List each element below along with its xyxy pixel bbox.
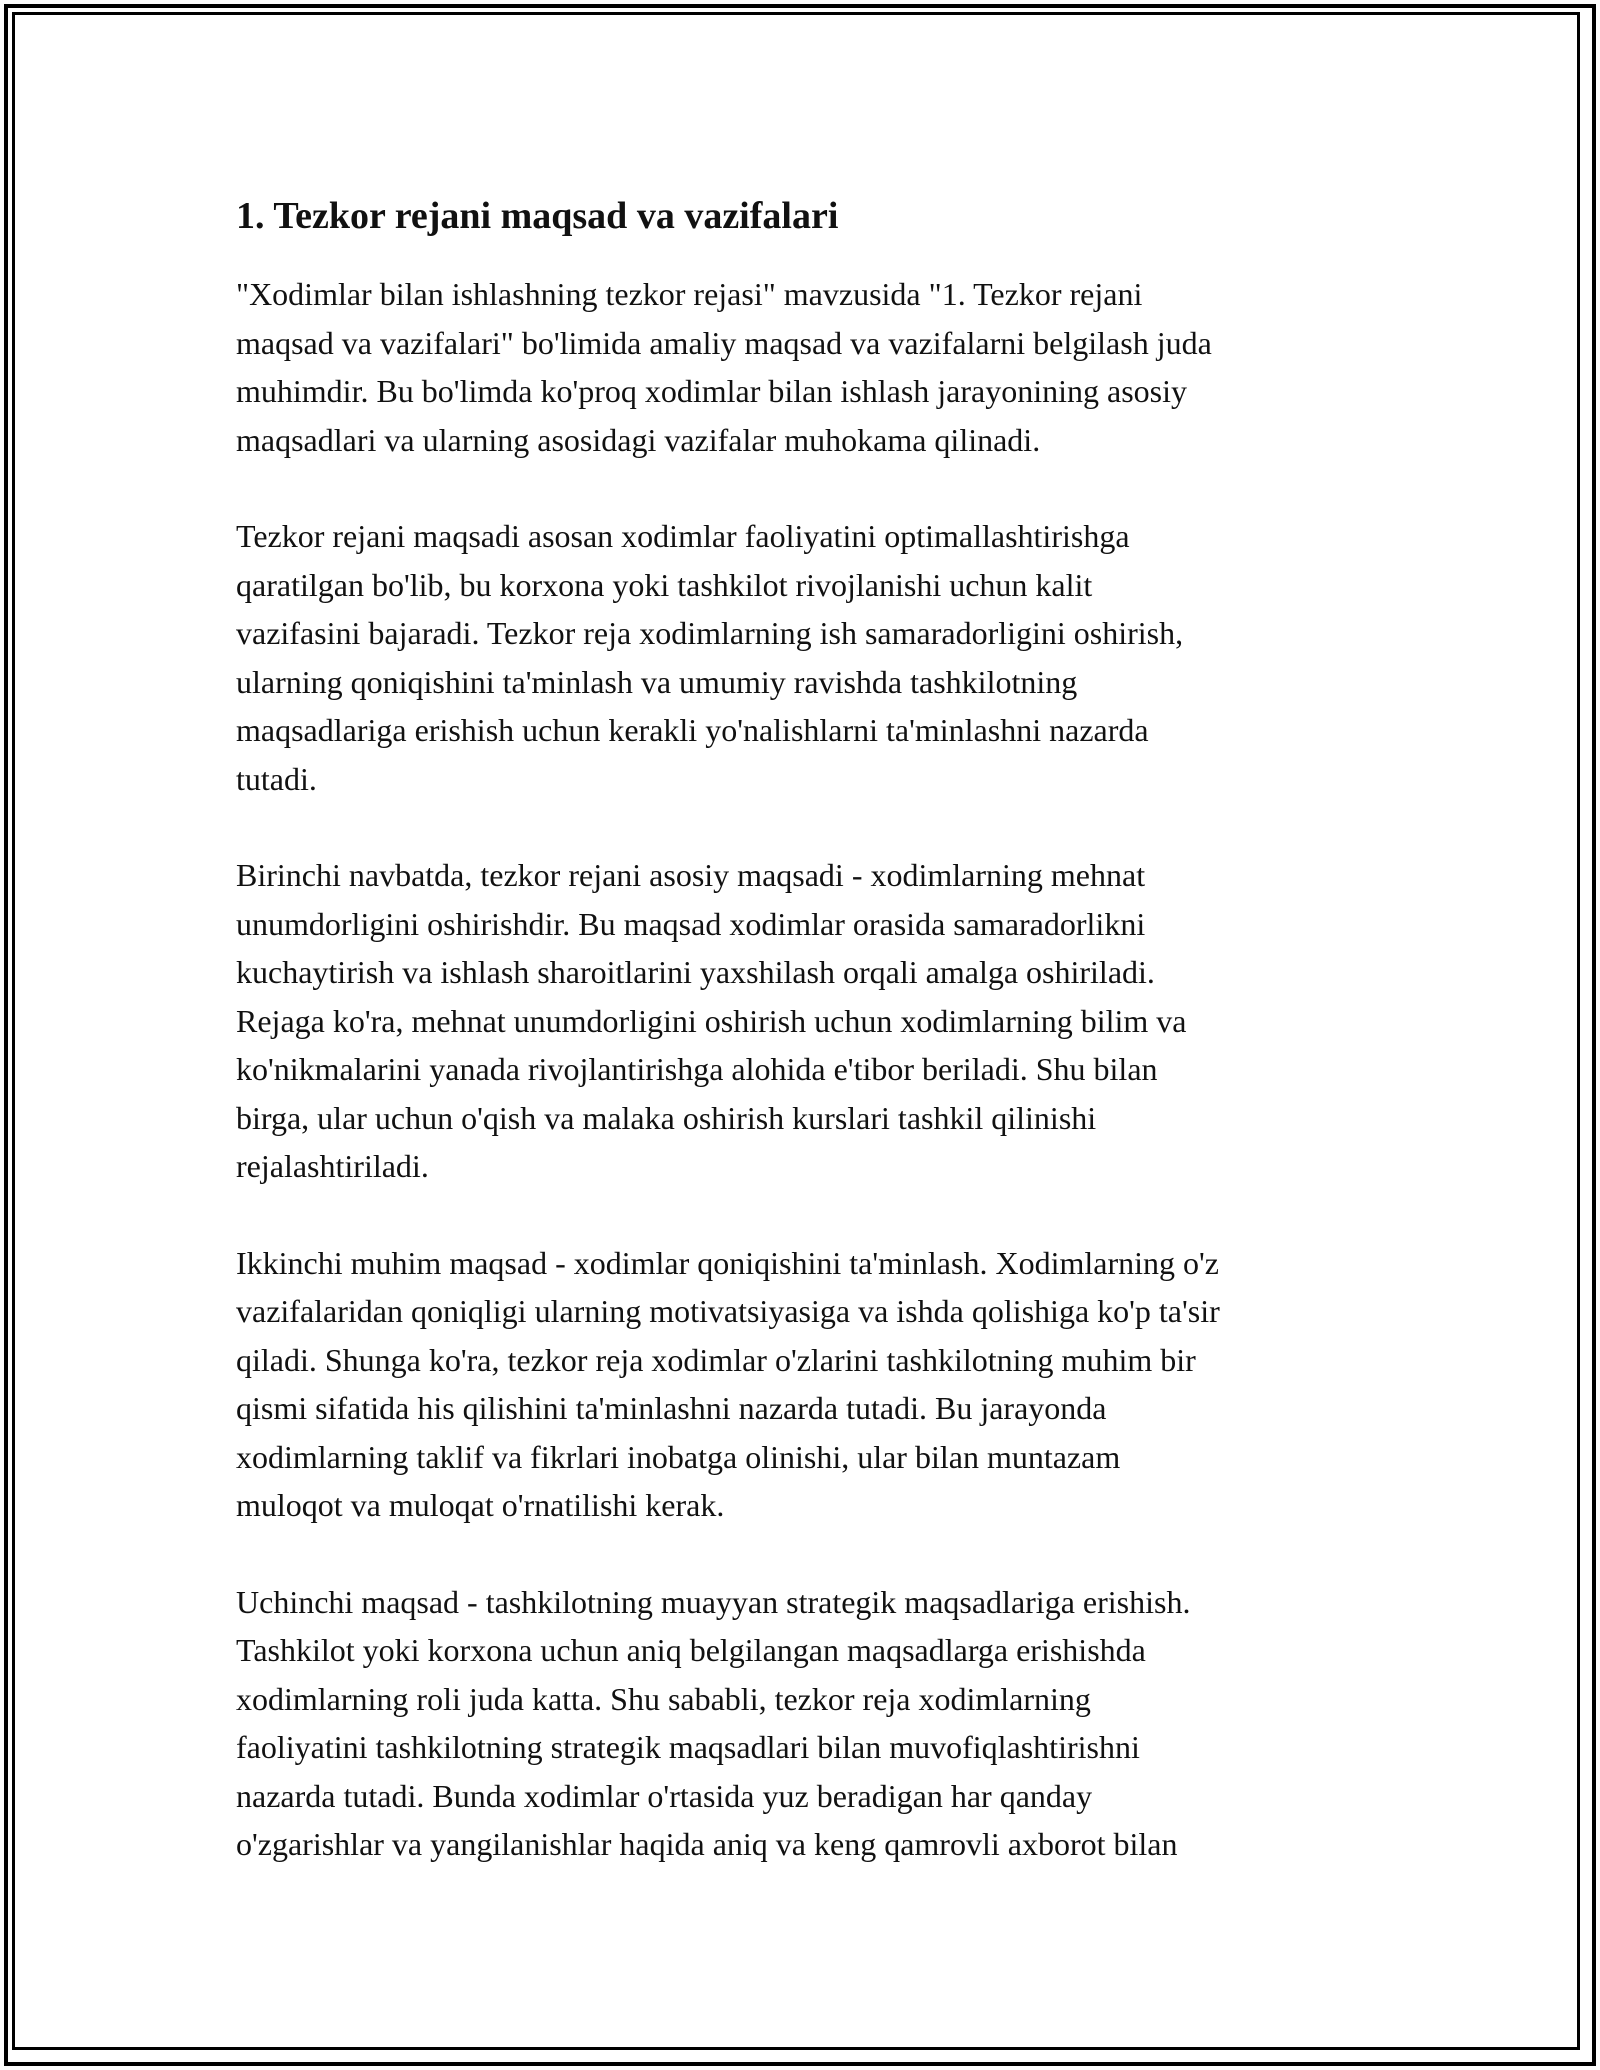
paragraph-line: qiladi. Shunga ko'ra, tezkor reja xodimlar o'zlarini tashkilotning muhim bir [236,1341,1196,1378]
paragraph-line: o'zgarishlar va yangilanishlar haqida aniq va keng qamrovli axborot bilan [236,1826,1178,1862]
paragraph-line: Birinchi navbatda, tezkor rejani asosiy maqsadi - xodimlarning mehnat [236,857,1146,893]
paragraph-line: faoliyatini tashkilotning strategik maqsadlari bilan muvofiqlashtirishni [236,1729,1140,1765]
paragraph-line: nazarda tutadi. Bunda xodimlar o'rtasida yuz beradigan har qanday [236,1777,1093,1814]
paragraph-line: birga, ular uchun o'qish va malaka oshirish kurslari tashkil qilinishi [236,1099,1097,1136]
paragraph-line: unumdorligini oshirishdir. Bu maqsad xodimlar orasida samaradorlikni [236,905,1146,942]
paragraph-line: Ikkinchi muhim maqsad - xodimlar qoniqishini ta'minlash. Xodimlarning o'z [236,1244,1219,1281]
paragraph-line: qaratilgan bo'lib, bu korxona yoki tashkilot rivojlanishi uchun kalit [236,566,1093,603]
paragraph-line: Uchinchi maqsad - tashkilotning muayyan strategik maqsadlariga erishish. [236,1583,1191,1620]
paragraph-line: rejalashtiriladi. [236,1148,429,1184]
body-paragraph [236,1578,1376,1869]
section-heading: 1. Tezkor rejani maqsad va vazifalari [236,195,839,237]
body-paragraph [236,851,1376,1191]
paragraph-line: qismi sifatida his qilishini ta'minlashni nazarda tutadi. Bu jarayonda [236,1390,1107,1426]
paragraph-list [236,270,1376,1869]
paragraph-line: Rejaga ko'ra, mehnat unumdorligini oshirish uchun xodimlarning bilim va [236,1002,1187,1039]
paragraph-line: ularning qoniqishini ta'minlash va umumiy ravishda tashkilotning [236,663,1078,700]
body-paragraph [236,1239,1376,1530]
body-paragraph [236,270,1376,464]
paragraph-line: maqsadlariga erishish uchun kerakli yo'nalishlarni ta'minlashni nazarda [236,712,1149,748]
paragraph-line: xodimlarning taklif va fikrlari inobatga olinishi, ular bilan muntazam [236,1438,1121,1475]
paragraph-line: ko'nikmalarini yanada rivojlantirishga alohida e'tibor beriladi. Shu bilan [236,1051,1158,1087]
paragraph-line: muloqot va muloqat o'rnatilishi kerak. [236,1487,725,1523]
paragraph-line: Tashkilot yoki korxona uchun aniq belgilangan maqsadlarga erishishda [236,1632,1146,1668]
paragraph-line: kuchaytirish va ishlash sharoitlarini yaxshilash orqali amalga oshiriladi. [236,954,1155,990]
paragraph-line: vazifasini bajaradi. Tezkor reja xodimlarning ish samaradorligini oshirish, [236,615,1184,651]
paragraph-line: maqsadlari va ularning asosidagi vazifalar muhokama qilinadi. [236,421,1041,458]
document-body [236,188,1376,1917]
paragraph-line: "Xodimlar bilan ishlashning tezkor rejasi" mavzusida "1. Tezkor rejani [236,276,1143,312]
paragraph-line: Tezkor rejani maqsadi asosan xodimlar faoliyatini optimallashtirishga [236,518,1130,554]
paragraph-line: vazifalaridan qoniqligi ularning motivatsiyasiga va ishda qolishiga ko'p ta'sir [236,1293,1220,1329]
body-paragraph [236,512,1376,803]
paragraph-line: maqsad va vazifalari" bo'limida amaliy maqsad va vazifalarni belgilash juda [236,324,1212,361]
paragraph-line: muhimdir. Bu bo'limda ko'proq xodimlar bilan ishlash jarayonining asosiy [236,373,1187,409]
paragraph-line: tutadi. [236,760,317,797]
paragraph-line: xodimlarning roli juda katta. Shu sababli, tezkor reja xodimlarning [236,1680,1091,1717]
